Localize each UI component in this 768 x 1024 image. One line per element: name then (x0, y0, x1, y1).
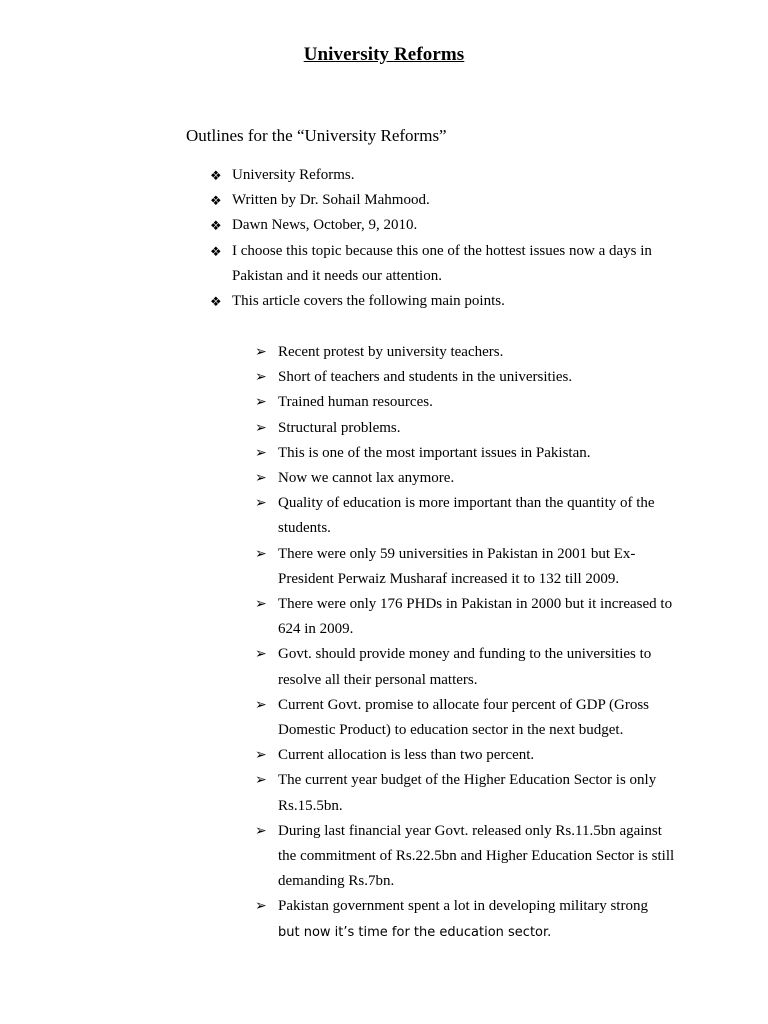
arrow-bullet-icon: ➢ (255, 471, 267, 487)
list-item: ❖ Written by Dr. Sohail Mahmood. (232, 188, 672, 213)
outline-heading: Outlines for the “University Reforms” (186, 126, 447, 145)
arrow-bullet-icon: ➢ (255, 823, 267, 839)
list-item: ➢ This is one of the most important issues in Pakistan. (278, 441, 678, 466)
list-item: ➢ There were only 176 PHDs in Pakistan in 2000 but it increased to 624 in 2009. (278, 592, 678, 642)
list-item: ❖ I choose this topic because this one of the hottest issues now a days in Pakistan and it needs our attention. (232, 239, 672, 289)
arrow-bullet-icon: ➢ (255, 496, 267, 512)
arrow-bullet-icon: ➢ (255, 597, 267, 613)
arrow-bullet-icon: ➢ (255, 899, 267, 915)
arrow-bullet-icon: ➢ (255, 345, 267, 360)
diamond-bullet-icon: ❖ (210, 218, 222, 234)
list-item: ➢ Now we cannot lax anymore. (278, 466, 678, 491)
diamond-bullet-icon: ❖ (210, 193, 222, 209)
arrow-bullet-icon: ➢ (255, 748, 267, 764)
list-item: ➢ Recent protest by university teachers. (278, 340, 678, 365)
list-item: ➢ Quality of education is more important than the quantity of the students. (278, 491, 678, 541)
diamond-bullet-icon: ❖ (210, 168, 222, 183)
continuation-line: but now it’s time for the education sector. (278, 924, 552, 940)
arrow-bullet-icon: ➢ (255, 697, 267, 713)
main-points-list (210, 163, 672, 314)
arrow-bullet-icon: ➢ (255, 370, 267, 386)
list-item: ➢ Pakistan government spent a lot in developing military strong but now it’s time for the education sector. (278, 894, 678, 944)
arrow-bullet-icon: ➢ (255, 773, 267, 789)
list-item: ❖ This article covers the following main points. (232, 289, 672, 314)
list-item: ❖ Dawn News, October, 9, 2010. (232, 213, 672, 238)
list-item: ➢ Govt. should provide money and funding to the universities to resolve all their personal matters. (278, 642, 678, 692)
list-item: ➢ Structural problems. (278, 416, 678, 441)
diamond-bullet-icon: ❖ (210, 243, 222, 259)
diamond-bullet-icon: ❖ (210, 294, 222, 310)
list-item: ➢ Trained human resources. (278, 390, 678, 415)
list-item: ➢ The current year budget of the Higher Education Sector is only Rs.15.5bn. (278, 768, 678, 818)
document-title: University Reforms (303, 44, 465, 65)
list-item: ➢ There were only 59 universities in Pakistan in 2001 but Ex-President Perwaiz Musharaf increased it to 132 till 2009. (278, 542, 678, 592)
arrow-bullet-icon: ➢ (255, 395, 267, 411)
arrow-bullet-icon: ➢ (255, 420, 267, 436)
arrow-bullet-icon: ➢ (255, 445, 267, 461)
arrow-bullet-icon: ➢ (255, 546, 267, 562)
list-item: ➢ Short of teachers and students in the universities. (278, 365, 678, 390)
sub-points-list (255, 340, 678, 945)
arrow-bullet-icon: ➢ (255, 647, 267, 663)
list-item: ➢ Current allocation is less than two percent. (278, 743, 678, 768)
list-item: ➢ Current Govt. promise to allocate four percent of GDP (Gross Domestic Product) to education sector in the next budget. (278, 693, 678, 743)
list-item: ❖ University Reforms. (232, 163, 672, 188)
list-item: ➢ During last financial year Govt. released only Rs.11.5bn against the commitment of Rs.22.5bn and Higher Education Sector is still demanding Rs.7bn. (278, 819, 678, 895)
